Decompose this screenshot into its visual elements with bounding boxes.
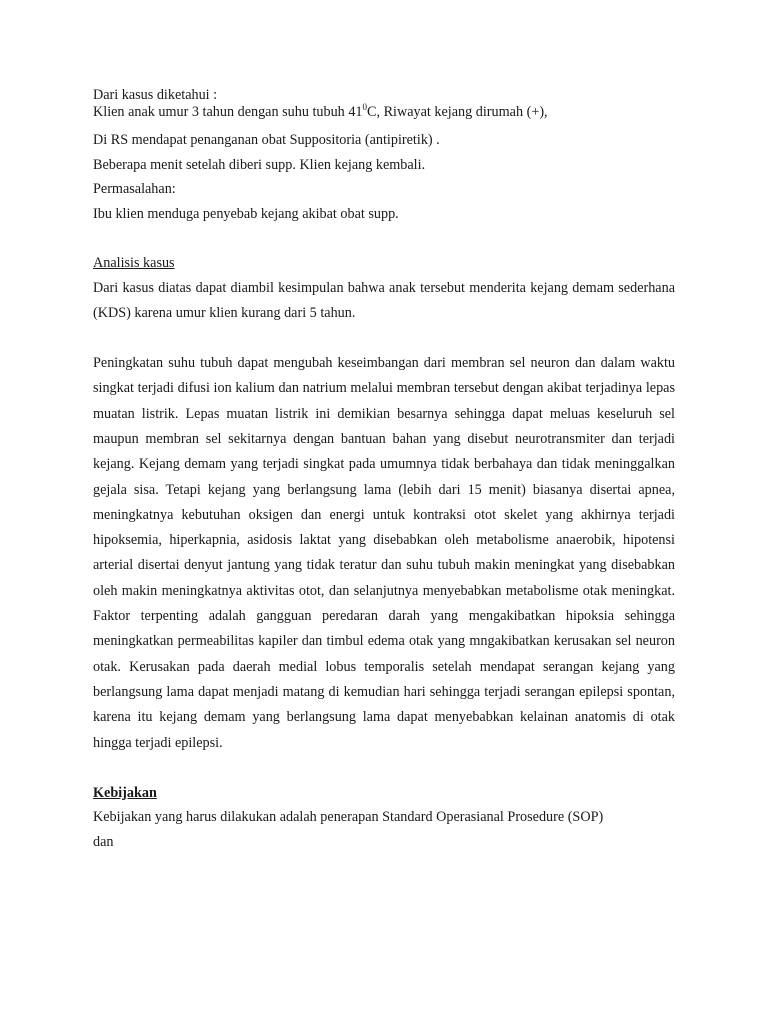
analisis-paragraph-1: Dari kasus diatas dapat diambil kesimpulan bahwa anak tersebut menderita kejang demam sederhana (KDS) karena umur klien kurang dari 5 tahun. — [93, 279, 675, 321]
blank-line — [93, 326, 675, 351]
intro-line-4: Beberapa menit setelah diberi supp. Klien kejang kembali. — [93, 156, 426, 173]
analisis-heading: Analisis kasus — [93, 255, 175, 271]
kebijakan-heading: Kebijakan — [93, 784, 157, 801]
intro-line-1: Dari kasus diketahui : — [93, 87, 218, 103]
blank-line — [93, 226, 675, 251]
analisis-paragraph-2: Peningkatan suhu tubuh dapat mengubah keseimbangan dari membran sel neuron dan dalam waktu singkat terjadi difusi ion kalium dan natrium melalui membran tersebut dengan akibat terjadinya lepas muatan listrik. Lepas muatan listrik ini demikian besarnya sehingga dapat meluas keseluruh sel maupun membran sel sekitarnya dengan bantuan bahan yang disebut neurotransmiter dan terjadi kejang. Kejang demam yang terjadi singkat pada umumnya tidak berbahaya dan tidak meninggalkan gejala sisa. Tetapi kejang yang berlangsung lama (lebih dari 15 menit) biasanya disertai apnea, meningkatnya kebutuhan oksigen dan energi untuk kontraksi otot skelet yang akhirnya terjadi hipoksemia, hiperkapnia, asidosis laktat yang disebabkan oleh metabolisme anaerobik, hipotensi arterial disertai denyut jantung yang tidak teratur dan suhu tubuh makin meningkat yang disebabkan oleh makin meningkatnya aktivitas otot, dan selanjutnya menyebabkan metabolisme otak meningkat. Faktor terpenting adalah gangguan peredaran darah yang mengakibatkan hipoksia sehingga meningkatkan permeabilitas kapiler dan timbul edema otak yang mngakibatkan kerusakan sel neuron otak. Kerusakan pada daerah medial lobus temporalis setelah mendapat serangan kejang yang berlangsung lama dapat menjadi matang di kemudian hari sehingga terjadi serangan epilepsi spontan, karena itu kejang demam yang berlangsung lama dapat menyebabkan kelainan anatomis di otak hingga terjadi epilepsi. — [93, 355, 675, 751]
degree-superscript: 0 — [362, 102, 368, 112]
document-page — [93, 87, 675, 854]
kebijakan-last-line: dan — [93, 833, 114, 850]
intro-line-2 — [93, 104, 675, 121]
intro-line-5: Permasalahan: — [93, 181, 176, 197]
kebijakan-paragraph: Kebijakan yang harus dilakukan adalah penerapan Standard Operasianal Prosedure (SOP) — [93, 809, 604, 826]
intro-line-6: Ibu klien menduga penyebab kejang akibat obat supp. — [93, 205, 399, 222]
intro-line-2-rest: C, Riwayat kejang dirumah (+), — [367, 104, 548, 120]
intro-line-3: Di RS mendapat penanganan obat Suppositoria (antipiretik) . — [93, 132, 440, 148]
blank-line — [93, 756, 675, 781]
intro-line-2-text: Klien anak umur 3 tahun dengan suhu tubuh 41 — [93, 104, 363, 120]
